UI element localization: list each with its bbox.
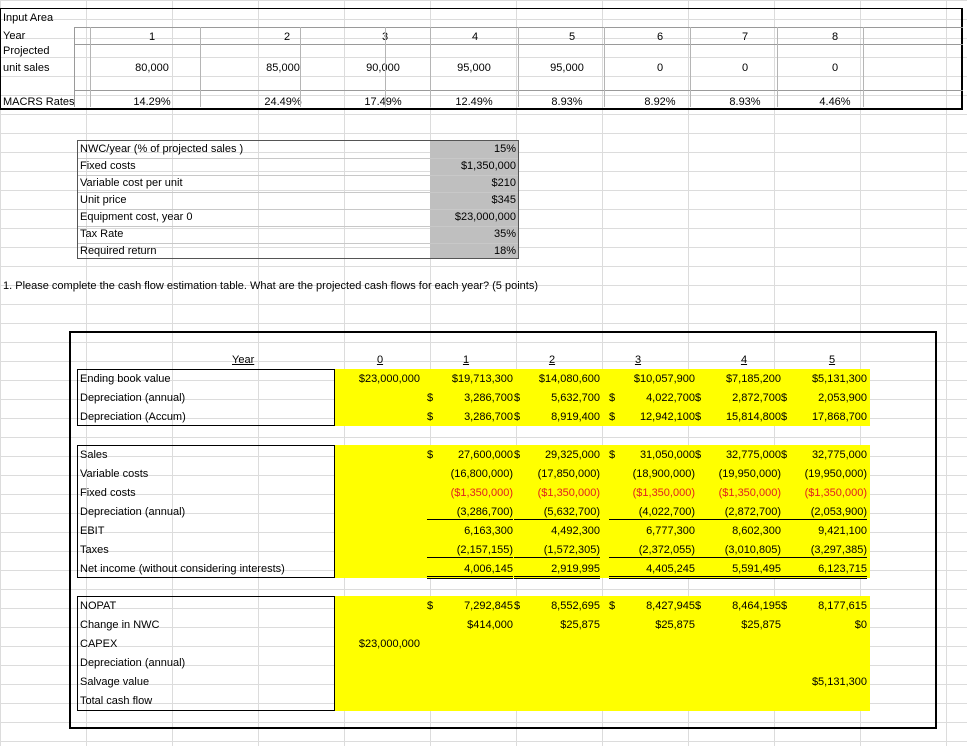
macrs-rate-cell: 12.49% — [455, 96, 493, 108]
row-label: EBIT — [80, 525, 105, 537]
dollar-sign: $ — [427, 392, 434, 404]
dollar-sign: $ — [781, 600, 788, 612]
param-label: Equipment cost, year 0 — [80, 211, 193, 223]
dollar-sign: $ — [514, 392, 521, 404]
amount-cell: 8,602,300 — [732, 525, 781, 537]
amount-cell: (2,053,900) — [781, 506, 867, 520]
table-year-header: Year — [232, 354, 255, 366]
dollar-sign: $ — [609, 411, 616, 423]
dollar-sign: $ — [781, 449, 788, 461]
amount-cell: 3,286,700 — [464, 411, 513, 423]
macrs-rate-cell: 8.93% — [551, 96, 583, 108]
param-label: NWC/year (% of projected sales ) — [80, 143, 244, 155]
amount-cell: 12,942,100 — [639, 411, 695, 423]
dollar-sign: $ — [695, 411, 702, 423]
amount-cell: 32,775,000 — [811, 449, 867, 461]
table-year-2: 2 — [548, 354, 556, 366]
row-label: CAPEX — [80, 638, 118, 650]
macrs-rate-cell: 8.92% — [644, 96, 676, 108]
book-value-cell: $10,057,900 — [633, 373, 695, 385]
amount-cell: (18,900,000) — [632, 468, 695, 480]
amount-cell: 2,919,995 — [514, 563, 600, 579]
input-year-7: 7 — [741, 31, 749, 43]
book-value-cell: $14,080,600 — [538, 373, 600, 385]
param-value: $1,350,000 — [460, 160, 516, 172]
amount-cell: ($1,350,000) — [632, 487, 695, 499]
book-value-cell: $23,000,000 — [358, 373, 420, 385]
amount-cell: 4,006,145 — [427, 563, 513, 579]
input-year-2: 2 — [283, 31, 291, 43]
row-label: Depreciation (annual) — [80, 657, 186, 669]
param-label: Unit price — [80, 194, 127, 206]
dollar-sign: $ — [514, 411, 521, 423]
input-year-3: 3 — [381, 31, 389, 43]
amount-cell: (2,372,055) — [609, 544, 695, 558]
table-year-1: 1 — [462, 354, 470, 366]
dollar-sign: $ — [609, 600, 616, 612]
dollar-sign: $ — [695, 392, 702, 404]
amount-cell: $25,875 — [741, 619, 781, 631]
amount-cell: ($1,350,000) — [450, 487, 513, 499]
unit-sales-cell: 0 — [656, 62, 664, 74]
param-value: 35% — [493, 228, 516, 240]
amount-cell: 4,022,700 — [646, 392, 695, 404]
amount-cell: (3,286,700) — [427, 506, 513, 520]
amount-cell: 7,292,845 — [464, 600, 513, 612]
amount-cell: $25,875 — [655, 619, 695, 631]
macrs-label: MACRS Rates — [3, 96, 75, 108]
amount-cell: (19,950,000) — [718, 468, 781, 480]
row-label: Depreciation (annual) — [80, 506, 186, 518]
param-label: Variable cost per unit — [80, 177, 183, 189]
amount-cell: ($1,350,000) — [718, 487, 781, 499]
input-area-box — [0, 8, 963, 110]
table-year-5: 5 — [828, 354, 836, 366]
row-label: Taxes — [80, 544, 109, 556]
amount-cell: 5,632,700 — [551, 392, 600, 404]
amount-cell: 15,814,800 — [725, 411, 781, 423]
cashflow-labels-box — [77, 596, 335, 711]
param-value: $210 — [491, 177, 516, 189]
amount-cell: 32,775,000 — [725, 449, 781, 461]
input-year-5: 5 — [568, 31, 576, 43]
row-label: Fixed costs — [80, 487, 136, 499]
unit-sales-label: unit sales — [3, 62, 50, 74]
dollar-sign: $ — [695, 449, 702, 461]
dollar-sign: $ — [427, 449, 434, 461]
dollar-sign: $ — [609, 392, 616, 404]
row-label: Total cash flow — [80, 695, 153, 707]
macrs-rate-cell: 24.49% — [264, 96, 302, 108]
amount-cell: 9,421,100 — [818, 525, 867, 537]
amount-cell: 31,050,000 — [639, 449, 695, 461]
amount-cell: 6,163,300 — [464, 525, 513, 537]
amount-cell: (2,157,155) — [427, 544, 513, 558]
input-area-title: Input Area — [3, 12, 54, 24]
amount-cell: ($1,350,000) — [537, 487, 600, 499]
macrs-rate-cell: 8.93% — [729, 96, 761, 108]
amount-cell: ($1,350,000) — [804, 487, 867, 499]
unit-sales-cell: 95,000 — [457, 62, 491, 74]
amount-cell: 29,325,000 — [544, 449, 600, 461]
book-value-cell: $7,185,200 — [725, 373, 781, 385]
input-year-8: 8 — [831, 31, 839, 43]
projected-label: Projected — [3, 45, 50, 57]
amount-cell: 4,492,300 — [551, 525, 600, 537]
amount-cell: 6,777,300 — [646, 525, 695, 537]
param-label: Fixed costs — [80, 160, 136, 172]
row-label: Change in NWC — [80, 619, 160, 631]
amount-cell: (4,022,700) — [609, 506, 695, 520]
param-label: Required return — [80, 245, 157, 257]
amount-cell: (1,572,305) — [514, 544, 600, 558]
capex-cell: $23,000,000 — [358, 638, 420, 650]
param-value: 15% — [493, 143, 516, 155]
amount-cell: (5,632,700) — [514, 506, 600, 520]
year-label: Year — [3, 30, 26, 42]
param-value: $23,000,000 — [454, 211, 516, 223]
row-label: Depreciation (Accum) — [80, 411, 186, 423]
unit-sales-cell: 0 — [741, 62, 749, 74]
row-label: Ending book value — [80, 373, 171, 385]
highlight-cashflow — [335, 596, 870, 711]
dollar-sign: $ — [609, 449, 616, 461]
amount-cell: 8,427,945 — [646, 600, 695, 612]
table-year-3: 3 — [634, 354, 642, 366]
row-label: Salvage value — [80, 676, 150, 688]
unit-sales-cell: 80,000 — [135, 62, 169, 74]
input-year-1: 1 — [148, 31, 156, 43]
amount-cell: 8,919,400 — [551, 411, 600, 423]
dollar-sign: $ — [695, 600, 702, 612]
macrs-rate-cell: 17.49% — [364, 96, 402, 108]
amount-cell: (3,297,385) — [781, 544, 867, 558]
input-year-4: 4 — [471, 31, 479, 43]
amount-cell: (3,010,805) — [695, 544, 781, 558]
table-year-0: 0 — [376, 354, 384, 366]
amount-cell: $414,000 — [467, 619, 513, 631]
row-label: NOPAT — [80, 600, 117, 612]
amount-cell: $0 — [854, 619, 867, 631]
amount-cell: $25,875 — [560, 619, 600, 631]
table-year-4: 4 — [740, 354, 748, 366]
dollar-sign: $ — [781, 392, 788, 404]
macrs-rate-cell: 4.46% — [819, 96, 851, 108]
unit-sales-cell: 95,000 — [550, 62, 584, 74]
dollar-sign: $ — [427, 411, 434, 423]
macrs-rate-cell: 14.29% — [133, 96, 171, 108]
amount-cell: (16,800,000) — [450, 468, 513, 480]
amount-cell: (19,950,000) — [804, 468, 867, 480]
amount-cell: 27,600,000 — [457, 449, 513, 461]
question-text: 1. Please complete the cash flow estimation table. What are the projected cash flows for each year? (5 points) — [3, 280, 538, 292]
input-year-6: 6 — [656, 31, 664, 43]
amount-cell: 2,053,900 — [818, 392, 867, 404]
dollar-sign: $ — [514, 600, 521, 612]
amount-cell: 6,123,715 — [781, 563, 867, 579]
param-label: Tax Rate — [80, 228, 124, 240]
amount-cell: 3,286,700 — [464, 392, 513, 404]
amount-cell: 5,591,495 — [695, 563, 781, 579]
amount-cell: 8,464,195 — [732, 600, 781, 612]
amount-cell: (17,850,000) — [537, 468, 600, 480]
unit-sales-cell: 90,000 — [366, 62, 400, 74]
amount-cell: 8,177,615 — [818, 600, 867, 612]
row-label: Variable costs — [80, 468, 149, 480]
amount-cell: 2,872,700 — [732, 392, 781, 404]
row-label: Depreciation (annual) — [80, 392, 186, 404]
dollar-sign: $ — [514, 449, 521, 461]
dollar-sign: $ — [781, 411, 788, 423]
unit-sales-cell: 85,000 — [266, 62, 300, 74]
param-value: $345 — [491, 194, 516, 206]
book-value-cell: $5,131,300 — [811, 373, 867, 385]
row-label: Sales — [80, 449, 108, 461]
row-label: Net income (without considering interests) — [80, 563, 285, 575]
amount-cell: 17,868,700 — [811, 411, 867, 423]
amount-cell: 4,405,245 — [609, 563, 695, 579]
amount-cell: 8,552,695 — [551, 600, 600, 612]
book-value-cell: $19,713,300 — [451, 373, 513, 385]
dollar-sign: $ — [427, 600, 434, 612]
param-value: 18% — [493, 245, 516, 257]
amount-cell: (2,872,700) — [695, 506, 781, 520]
unit-sales-cell: 0 — [831, 62, 839, 74]
salvage-cell: $5,131,300 — [811, 676, 867, 688]
